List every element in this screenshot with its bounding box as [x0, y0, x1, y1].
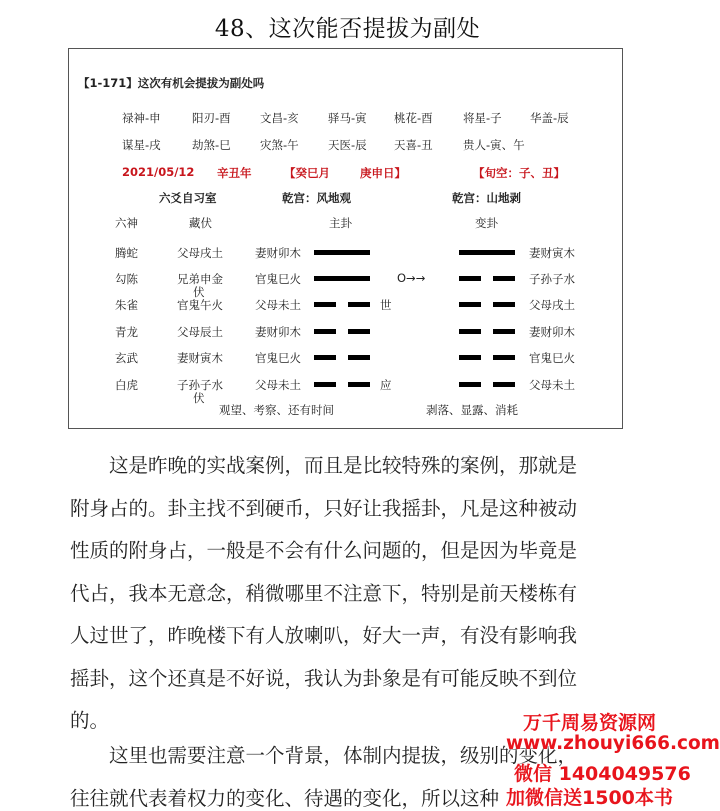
main-gua-name: 乾宫：风地观 [282, 191, 351, 205]
changed-line-label: 妻财卯木 [529, 325, 575, 339]
cangfu-cell: 妻财寅木 [177, 351, 223, 365]
cangfu-cell: 官鬼午火 [177, 298, 223, 312]
liushen-cell: 白虎 [115, 378, 138, 392]
paragraph-line: 附身占的。卦主找不到硬币，只好让我摇卦，凡是这种被动 [70, 496, 578, 520]
changed-line-label: 官鬼巳火 [529, 351, 575, 365]
col-header-liushen: 六神 [115, 216, 138, 230]
main-yang-line [314, 250, 370, 255]
changed-yin-line [459, 302, 515, 307]
cangfu-cell: 兄弟申金 [177, 272, 223, 286]
col-header-cangfu: 藏伏 [189, 216, 212, 230]
paragraph-line: 这里也需要注意一个背景，体制内提拔，级别的变化， [109, 744, 578, 767]
liushen-cell: 勾陈 [115, 272, 138, 286]
liushen-cell: 玄武 [115, 351, 138, 365]
cangfu-cell: 子孙子水 [177, 378, 223, 392]
shensha-item: 灾煞-午 [260, 138, 299, 152]
paragraph-line: 人过世了，昨晚楼下有人放喇叭，好大一声，有没有影响我 [70, 624, 578, 647]
paragraph-line: 性质的附身占，一般是不会有什么问题的，但是因为毕竟是 [70, 539, 578, 562]
watermark-promo: 加微信送1500本书 [506, 787, 673, 809]
changed-line-label: 妻财寅木 [529, 246, 575, 260]
liushen-cell: 青龙 [115, 325, 138, 339]
shensha-item: 劫煞-巳 [192, 138, 231, 152]
shensha-item: 谋星-戌 [122, 138, 161, 152]
moving-line-mark: O→→ [397, 271, 426, 285]
changed-yin-line [459, 276, 515, 281]
shensha-item: 华盖-辰 [530, 111, 569, 125]
changed-yin-line [459, 355, 515, 360]
watermark-site: 万千周易资源网 [523, 712, 657, 734]
paragraph-line: 代占，我本无意念，稍微哪里不注意下，特别是前天楼栋有 [70, 581, 578, 605]
paragraph-line: 这是昨晚的实战案例，而且是比较特殊的案例，那就是 [109, 454, 578, 477]
shensha-item: 天喜-丑 [394, 138, 433, 152]
main-yin-line [314, 382, 370, 387]
fu-marker: 伏 [193, 285, 205, 299]
footer-right-note: 剥落、显露、消耗 [426, 403, 518, 417]
paragraph-line: 往往就代表着权力的变化、待遇的变化，所以这种 [70, 786, 500, 810]
col-header-main: 主卦 [329, 216, 352, 230]
shensha-item: 将星-子 [463, 111, 502, 125]
footer-left-note: 观望、考察、还有时间 [219, 403, 334, 417]
col-header-changed: 变卦 [475, 216, 498, 230]
shi-ying-mark: 世 [380, 298, 392, 312]
main-line-label: 官鬼巳火 [255, 351, 301, 365]
xunkong-text: 【旬空：子、丑】 [473, 166, 565, 180]
changed-line-label: 子孙子水 [529, 272, 575, 286]
cangfu-cell: 父母辰土 [177, 325, 223, 339]
shensha-item: 文昌-亥 [260, 111, 299, 125]
main-line-label: 妻财卯木 [255, 246, 301, 260]
main-yang-line [314, 276, 370, 281]
main-yin-line [314, 302, 370, 307]
watermark-wechat: 微信 1404049576 [514, 763, 691, 785]
shensha-item: 阳刃-酉 [192, 111, 231, 125]
changed-line-label: 父母未土 [529, 378, 575, 392]
changed-yang-line [459, 250, 515, 255]
month-ganzhi: 【癸巳月 [284, 166, 330, 180]
shi-ying-mark: 应 [380, 378, 392, 392]
shensha-item: 驿马-寅 [328, 111, 367, 125]
year-ganzhi: 辛丑年 [217, 166, 252, 180]
changed-line-label: 父母戌土 [529, 298, 575, 312]
changed-yin-line [459, 382, 515, 387]
day-ganzhi: 庚申日】 [360, 166, 406, 180]
changed-gua-name: 乾宫：山地剥 [452, 191, 521, 205]
shensha-item: 桃花-酉 [394, 111, 433, 125]
watermark-url: www.zhouyi666.com [506, 733, 720, 754]
shensha-item: 天医-辰 [328, 138, 367, 152]
page-title: 48、这次能否提拔为副处 [214, 16, 481, 42]
main-yin-line [314, 355, 370, 360]
sect-label: 六爻自习室 [159, 191, 217, 205]
date-text: 2021/05/12 [122, 165, 195, 179]
hexagram-card [68, 48, 623, 429]
paragraph-line: 的。 [70, 709, 110, 732]
liushen-cell: 腾蛇 [115, 246, 138, 260]
liushen-cell: 朱雀 [115, 298, 138, 312]
shensha-item: 贵人-寅、午 [463, 138, 525, 152]
main-line-label: 妻财卯木 [255, 325, 301, 339]
shensha-item: 禄神-申 [122, 111, 161, 125]
main-line-label: 父母未土 [255, 298, 301, 312]
fu-marker: 伏 [193, 391, 205, 405]
main-yin-line [314, 329, 370, 334]
cangfu-cell: 父母戌土 [177, 246, 223, 260]
main-line-label: 官鬼巳火 [255, 272, 301, 286]
paragraph-line: 摇卦，这个还真是不好说，我认为卦象是有可能反映不到位 [70, 666, 578, 690]
main-line-label: 父母未土 [255, 378, 301, 392]
card-header: 【1-171】这次有机会提拔为副处吗 [78, 76, 265, 90]
changed-yin-line [459, 329, 515, 334]
